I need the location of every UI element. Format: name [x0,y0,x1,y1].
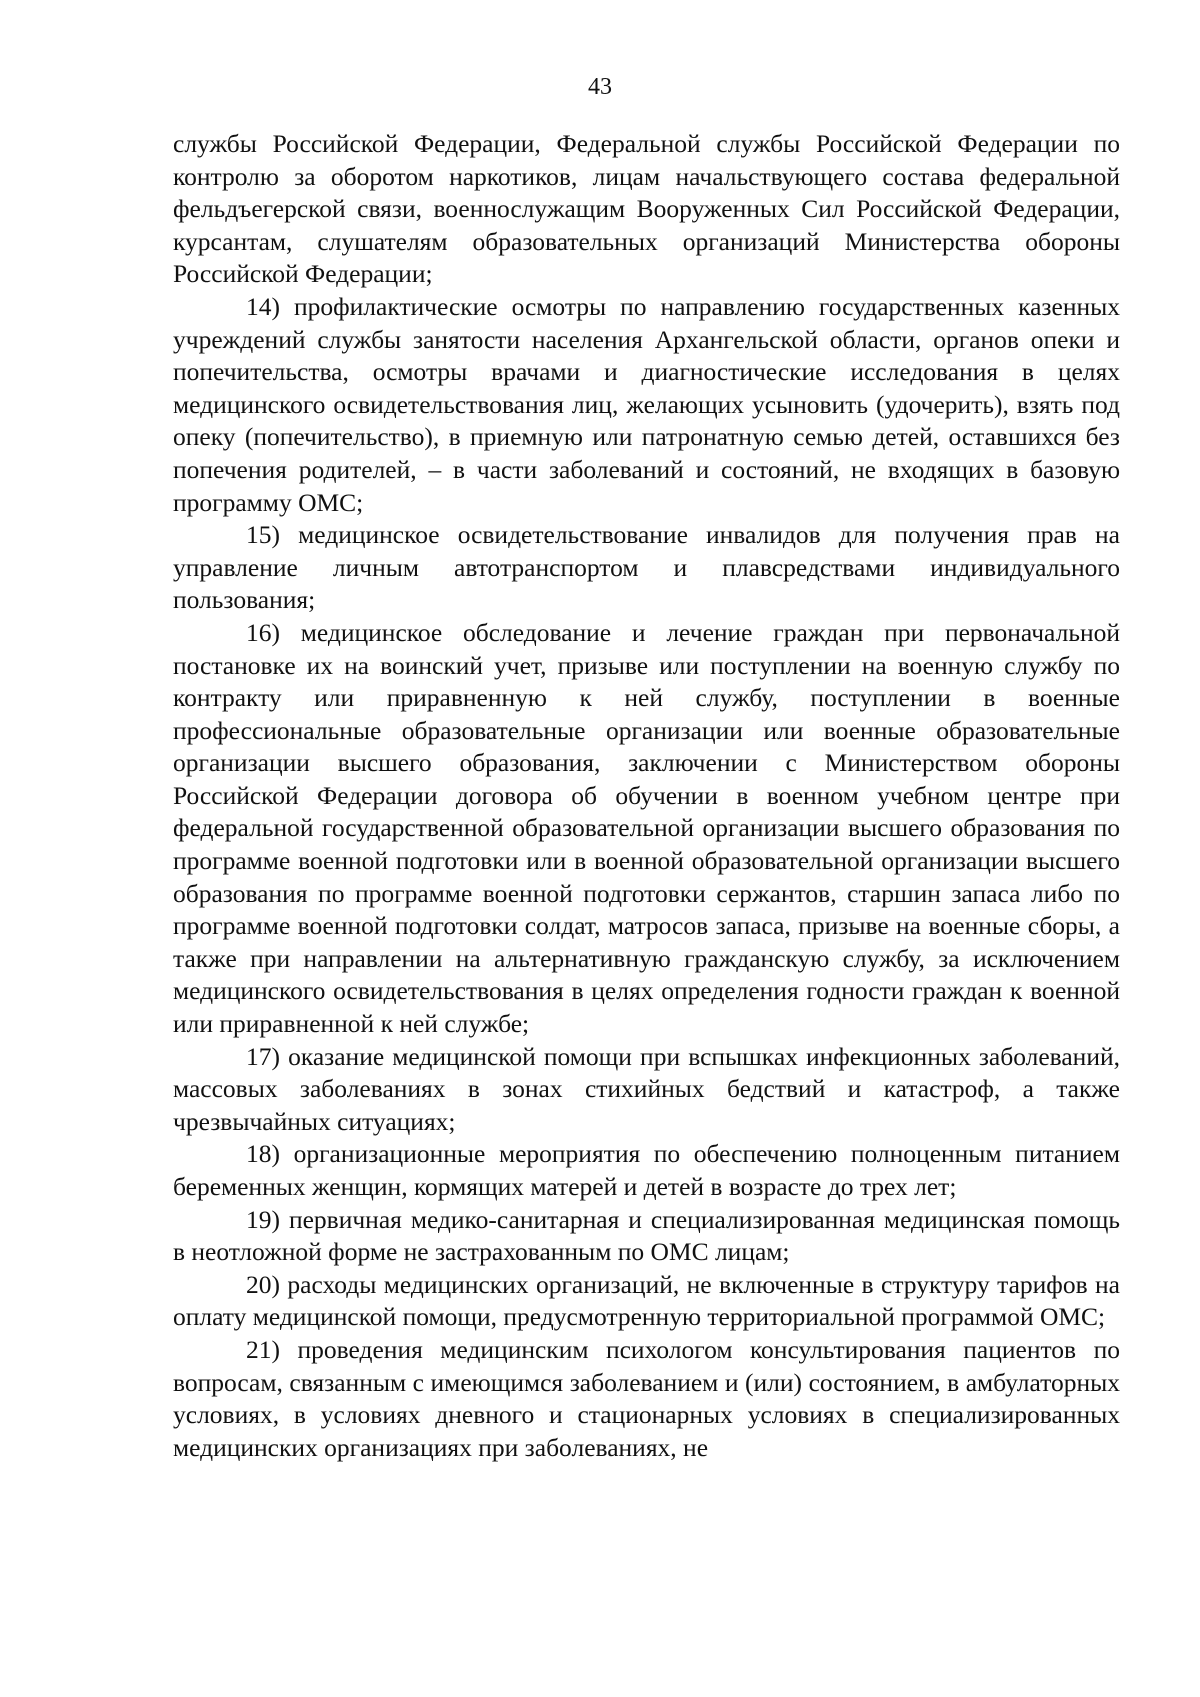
paragraph-item-17: 17) оказание медицинской помощи при вспышках инфекционных заболеваний, массовых заболеваниях в зонах стихийных бедствий и катастроф, а также чрезвычайных ситуациях; [173,1041,1120,1136]
paragraph-item-19: 19) первичная медико-санитарная и специализированная медицинская помощь в неотложной форме не застрахованным по ОМС лицам; [173,1204,1120,1267]
paragraph-item-16: 16) медицинское обследование и лечение граждан при первоначальной постановке их на воинский учет, призыве или поступлении на военную службу по контракту или приравненную к ней службу, поступлении в военные профессиональные образовательные организации или военные образовательные организации высшего образования, заключении с Министерством обороны Российской Федерации договора об обучении в военном учебном центре при федеральной государственной образовательной организации высшего образования по программе военной подготовки или в военной образовательной организации высшего образования по программе военной подготовки сержантов, старшин запаса либо по программе военной подготовки солдат, матросов запаса, призыве на военные сборы, а также при направлении на альтернативную гражданскую службу, за исключением медицинского освидетельствования в целях определения годности граждан к военной или приравненной к ней службе; [173,617,1120,1039]
document-body [173,128,1120,1464]
paragraph-item-21: 21) проведения медицинским психологом консультирования пациентов по вопросам, связанным с имеющимся заболеванием и (или) состоянием, в амбулаторных условиях, в условиях дневного и стационарных условиях в специализированных медицинских организациях при заболеваниях, не [173,1334,1120,1462]
paragraph-continuation: службы Российской Федерации, Федеральной службы Российской Федерации по контролю за оборотом наркотиков, лицам начальствующего состава федеральной фельдъегерской связи, военнослужащим Вооруженных Сил Российской Федерации, курсантам, слушателям образовательных организаций Министерства обороны Российской Федерации; [173,129,1120,289]
paragraph-item-18: 18) организационные мероприятия по обеспечению полноценным питанием беременных женщин, кормящих матерей и детей в возрасте до трех лет; [173,1139,1120,1201]
paragraph-item-15: 15) медицинское освидетельствование инвалидов для получения прав на управление личным автотранспортом и плавсредствами индивидуального пользования; [173,520,1120,615]
paragraph-item-14: 14) профилактические осмотры по направлению государственных казенных учреждений службы занятости населения Архангельской области, органов опеки и попечительства, осмотры врачами и диагностические исследования в целях медицинского освидетельствования лиц, желающих усыновить (удочерить), взять под опеку (попечительство), в приемную или патронатную семью детей, оставшихся без попечения родителей, – в части заболеваний и состояний, не входящих в базовую программу ОМС; [173,291,1120,517]
page-number: 43 [588,74,612,100]
paragraph-item-20: 20) расходы медицинских организаций, не включенные в структуру тарифов на оплату медицинской помощи, предусмотренную территориальной программой ОМС; [173,1269,1120,1332]
